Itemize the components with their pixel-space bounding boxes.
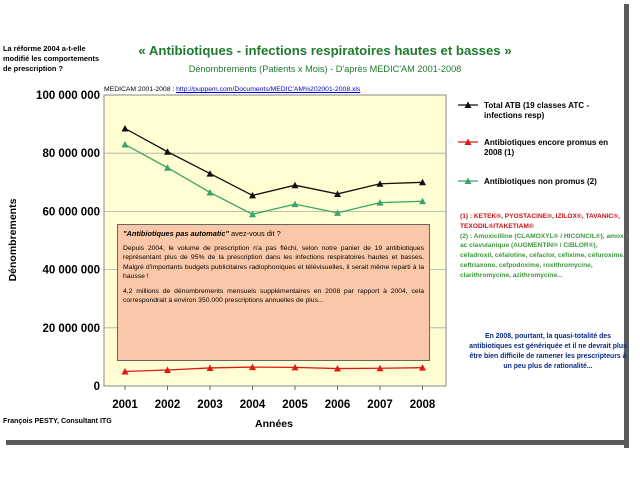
- legend-label: Total ATB (19 classes ATC -infections resp): [484, 101, 590, 120]
- footnote-promoted: (1) : KETEK®, PYOSTACINE®, IZILOX®, TAVANIC®, TEXODIL®/TAKETIAM®: [460, 213, 620, 230]
- y-tick-label: 100 000 000: [36, 90, 100, 102]
- x-tick-label: 2001: [112, 399, 138, 411]
- legend: [458, 101, 608, 186]
- callout-paragraph-1: Depuis 2004, le volume de prescription n'a pas fléchi, selon notre panier de 19 antibiotiques représentant plus de 95% de la prescription dans les infections respiratoires hautes et basses. Malgré d'importants budgets publicitaires radiophoniques et télévisuelles, il serait même reparti à la hausse !: [123, 245, 424, 280]
- x-tick-label: 2006: [324, 399, 351, 411]
- x-tick-label: 2002: [154, 399, 181, 411]
- x-tick-label: 2003: [197, 399, 223, 411]
- y-tick-label: 80 000 000: [42, 148, 100, 161]
- callout-box: [117, 224, 430, 361]
- page-title: « Antibiotiques - infections respiratoires hautes et basses »: [138, 43, 512, 58]
- page-subtitle: Dénombrements (Patients x Mois) - D'après MEDIC'AM 2001-2008: [188, 64, 462, 74]
- callout-caption-quote: "Antibiotiques pas automatic": [123, 229, 229, 238]
- callout-caption-rest: avez-vous dit ?: [231, 229, 281, 238]
- author-credit: François PESTY, Consultant ITG: [3, 417, 112, 425]
- legend-label: Antibiotiques encore promus en 2008 (1): [484, 138, 609, 157]
- x-axis-ticks: [112, 386, 436, 411]
- callout-caption: [123, 229, 424, 238]
- conclusion-note: En 2008, pourtant, la quasi-totalité des antibiotiques est génériquée et il ne devrait plus être bien difficile de ramener les prescripteurs à un peu plus de rationalité...: [469, 333, 627, 370]
- reform-question: La réforme 2004 a-t-elle modifié les comportements de prescription ?: [3, 44, 100, 73]
- x-axis-label: Années: [255, 418, 293, 430]
- y-tick-label: 60 000 000: [42, 206, 100, 219]
- y-axis-ticks: [36, 90, 100, 393]
- y-tick-label: 40 000 000: [42, 264, 100, 277]
- y-axis-label: Dénombrements: [7, 198, 19, 282]
- source-label: MEDICAM 2001-2008 :: [104, 86, 175, 93]
- x-tick-label: 2005: [282, 399, 308, 411]
- y-tick-label: 20 000 000: [42, 322, 100, 335]
- x-tick-label: 2008: [409, 399, 436, 411]
- footnotes: [460, 212, 630, 281]
- callout-paragraph-2: 4,2 millions de dénombrements mensuels supplémentaires en 2008 par rapport à 2004, cela correspondrait à environ 350.000 prescriptions annuelles de plus...: [123, 288, 424, 305]
- footnote-non-promoted: (2) : Amoxicilline (CLAMOXYL® / HICONCIL®), amox + ac clavulanique (AUGMENTIN® / CIBLOR®), céfadroxil, céfalotine, céfaclor, céfixime, céfuroxime, ceftriaxone, cefpodoxime, roxithromycine, clarithromycine, azithromycine...: [460, 232, 630, 279]
- x-tick-label: 2004: [239, 399, 266, 411]
- source-link[interactable]: http://puppem.com/Documents/MEDIC'AM%202001-2008.xls: [176, 86, 361, 93]
- x-tick-label: 2007: [367, 399, 393, 411]
- y-tick-label: 0: [93, 381, 100, 393]
- legend-label: Antibiotiques non promus (2): [484, 177, 597, 186]
